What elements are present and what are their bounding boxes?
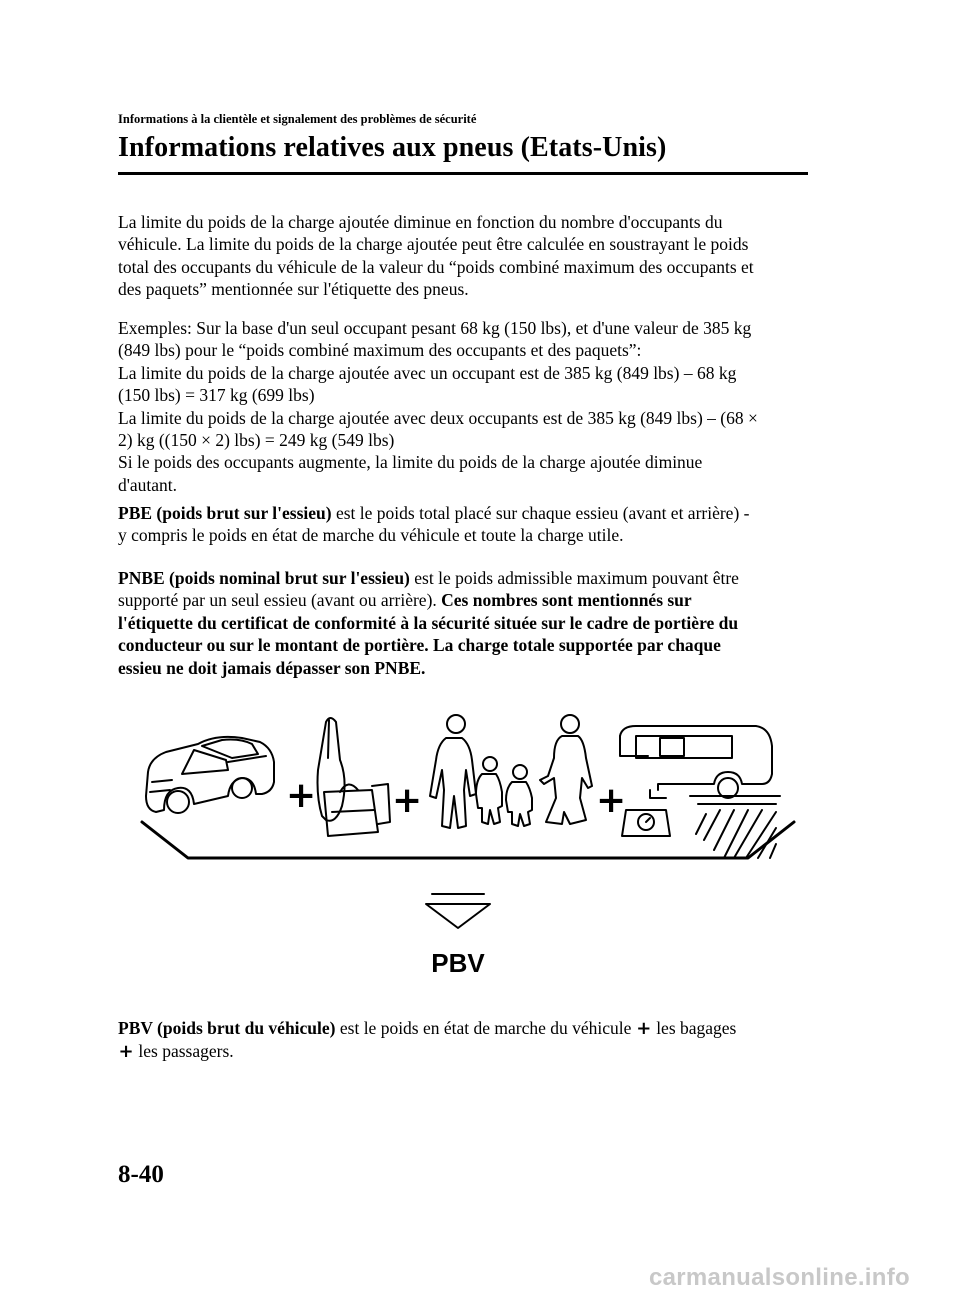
scale-icon: [622, 810, 670, 836]
term-pbv: PBV (poids brut du véhicule): [118, 1018, 336, 1038]
pnbe-warning: Ces nombres sont mentionnés sur: [441, 590, 692, 611]
text-line: des paquets” mentionnée sur l'étiquette des pneus.: [118, 279, 469, 300]
text-line: La limite du poids de la charge ajoutée diminue en fonction du nombre d'occupants du: [118, 212, 723, 232]
plus-icon: +: [118, 1041, 134, 1063]
section-heading: Informations à la clientèle et signalement des problèmes de sécurité: [118, 112, 477, 126]
text-line: total des occupants du véhicule de la valeur du “poids combiné maximum des occupants et: [118, 256, 754, 277]
paragraph-examples: [118, 317, 808, 496]
paragraph-pbe: [118, 502, 808, 547]
title-rule: [118, 172, 808, 175]
paragraph-pbv: [118, 1017, 808, 1064]
pbe-definition: est le poids total placé sur chaque essieu (avant et arrière) -: [331, 503, 750, 523]
pbv-definition: est le poids en état de marche du véhicule: [335, 1018, 636, 1038]
text-line: [118, 657, 808, 679]
text-line: véhicule. La limite du poids de la charge ajoutée peut être calculée en soustrayant le poids: [118, 234, 749, 255]
page-number: 8-40: [118, 1161, 164, 1188]
svg-text:+: +: [392, 780, 423, 821]
text-line: La limite du poids de la charge ajoutée avec un occupant est de 385 kg (849 lbs) – 68 kg: [118, 362, 737, 383]
car-icon: [146, 737, 274, 813]
pnbe-warning: l'étiquette du certificat de conformité à la sécurité située sur le cadre de portière du: [118, 612, 739, 633]
svg-text:+: +: [596, 780, 627, 821]
svg-text:+: +: [286, 775, 317, 816]
text-line: [118, 567, 808, 589]
watermark: carmanualsonline.info: [648, 1264, 910, 1291]
pbv-definition-passengers: les passagers.: [134, 1041, 234, 1062]
pbv-label: PBV: [431, 948, 485, 978]
sum-bracket: [142, 822, 794, 858]
text-line: La limite du poids de la charge ajoutée avec deux occupants est de 385 kg (849 lbs) – (68 ×: [118, 407, 758, 428]
plus-icon: [286, 775, 316, 816]
text-line: [118, 612, 808, 634]
trailer-tongue-weight-icon: [620, 726, 780, 858]
pnbe-warning: conducteur ou sur le montant de portière. La charge totale supportée par chaque: [118, 635, 721, 656]
text-line: (849 lbs) pour le “poids combiné maximum des occupants et des paquets”:: [118, 340, 642, 361]
plus-icon: +: [636, 1018, 652, 1039]
text-line: Exemples: Sur la base d'un seul occupant pesant 68 kg (150 lbs), et d'une valeur de 385 kg: [118, 318, 752, 338]
down-arrow-icon: [426, 894, 490, 928]
term-pbe: PBE (poids brut sur l'essieu): [118, 503, 332, 523]
text-line: [118, 1040, 808, 1063]
text-line: Si le poids des occupants augmente, la limite du poids de la charge ajoutée diminue: [118, 452, 703, 473]
text-line: (150 lbs) = 317 kg (699 lbs): [118, 385, 315, 406]
gross-vehicle-weight-illustration: [136, 700, 806, 990]
text-line: [118, 1017, 808, 1040]
luggage-icon: [318, 718, 391, 836]
paragraph-load-limit: [118, 211, 808, 301]
text-line: y compris le poids en état de marche du véhicule et toute la charge utile.: [118, 525, 624, 546]
plus-icon: [392, 780, 422, 821]
paragraph-pnbe: [118, 567, 808, 679]
pbv-definition-luggage: les bagages: [651, 1018, 737, 1038]
term-pnbe: PNBE (poids nominal brut sur l'essieu): [118, 568, 410, 588]
passengers-icon: [430, 715, 592, 828]
text-line: [118, 502, 808, 524]
pnbe-definition-cont: supporté par un seul essieu (avant ou arrière).: [118, 590, 442, 611]
text-line: [118, 589, 808, 611]
text-line: d'autant.: [118, 474, 178, 495]
plus-icon: [596, 780, 626, 821]
page-title: Informations relatives aux pneus (Etats-Unis): [118, 132, 667, 163]
text-line: [118, 634, 808, 656]
pnbe-warning: essieu ne doit jamais dépasser son PNBE.: [118, 657, 426, 678]
pnbe-definition: est le poids admissible maximum pouvant être: [409, 568, 739, 588]
text-line: 2) kg ((150 × 2) lbs) = 249 kg (549 lbs): [118, 430, 395, 451]
